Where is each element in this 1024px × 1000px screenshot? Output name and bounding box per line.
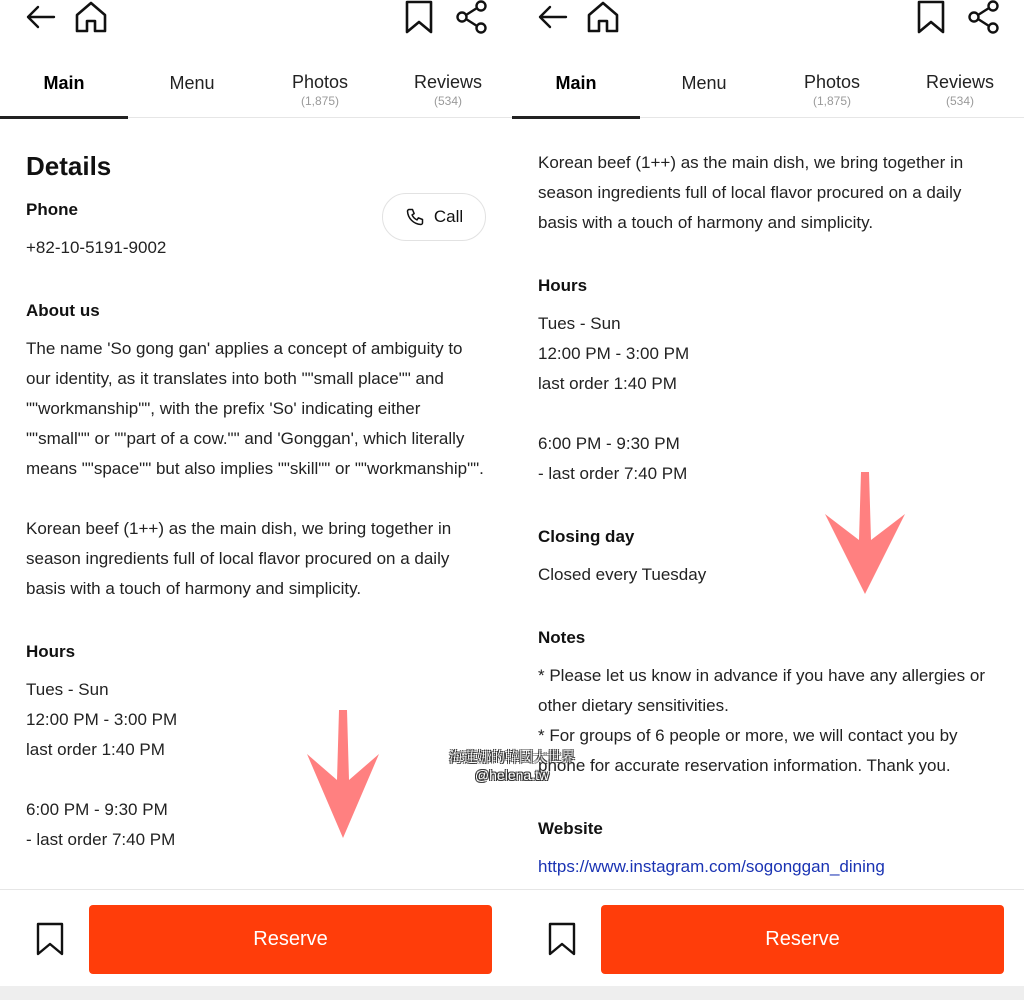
- hours-line: Tues - Sun: [26, 680, 109, 699]
- tab-photos[interactable]: [768, 58, 896, 118]
- bookmark-icon[interactable]: [36, 922, 64, 956]
- top-bar: [512, 0, 1024, 40]
- tab-reviews-label: Reviews: [925, 72, 995, 92]
- bookmark-icon[interactable]: [548, 922, 576, 956]
- tab-reviews-label: Reviews: [413, 72, 483, 92]
- back-arrow-icon[interactable]: [24, 3, 56, 31]
- details-content: [538, 148, 1000, 918]
- call-button[interactable]: [382, 193, 486, 241]
- hours-line: - last order 7:40 PM: [538, 464, 688, 483]
- tab-bar: [0, 58, 512, 118]
- closing-value: Closed every Tuesday: [538, 565, 707, 584]
- hours-line: Tues - Sun: [538, 314, 621, 333]
- tab-photos-count: (1,875): [812, 94, 852, 108]
- about-section: [26, 299, 488, 604]
- hours-line: 12:00 PM - 3:00 PM: [538, 344, 690, 363]
- tab-reviews-count: (534): [945, 94, 974, 108]
- home-icon[interactable]: [585, 0, 621, 34]
- tab-main[interactable]: [0, 58, 128, 118]
- about-text: The name 'So gong gan' applies a concept of ambiguity to our identity, as it translates into both ""small place"" and ""workmanship"", with the prefix 'So' indicating either ""small"" or ""part of a cow."" and 'Gonggan', which literally means ""space"" but also implies ""skill"" or ""workmanship"".: [26, 339, 484, 478]
- tab-photos[interactable]: [256, 58, 384, 118]
- website-label: Website: [538, 819, 603, 838]
- share-icon[interactable]: [454, 0, 490, 34]
- call-button-label: Call: [433, 207, 464, 226]
- hours-line: 12:00 PM - 3:00 PM: [26, 710, 178, 729]
- closing-label: Closing day: [538, 527, 635, 546]
- top-bar: [0, 0, 512, 40]
- bookmark-icon[interactable]: [404, 0, 434, 34]
- bottom-bar: [0, 889, 512, 986]
- hours-line: 6:00 PM - 9:30 PM: [26, 800, 168, 819]
- tab-main-label: Main: [555, 73, 597, 93]
- tab-photos-label: Photos: [291, 72, 349, 92]
- back-arrow-icon[interactable]: [536, 3, 568, 31]
- tab-menu-label: Menu: [169, 73, 215, 93]
- website-link[interactable]: https://www.instagram.com/sogonggan_dining: [538, 857, 885, 876]
- tab-menu[interactable]: [128, 58, 256, 118]
- phone-value: +82-10-5191-9002: [26, 238, 167, 257]
- tab-menu[interactable]: [640, 58, 768, 118]
- reserve-button[interactable]: Reserve: [89, 905, 492, 974]
- watermark: [432, 748, 592, 784]
- hours-line: last order 1:40 PM: [26, 740, 165, 759]
- tab-photos-count: (1,875): [300, 94, 340, 108]
- notes-text: * For groups of 6 people or more, we will contact you by phone for accurate reservation information. Thank you.: [538, 726, 958, 775]
- about-text-2: Korean beef (1++) as the main dish, we bring together in season ingredients full of local flavor procured on a daily basis with a touch of harmony and simplicity.: [26, 519, 452, 598]
- reserve-button[interactable]: Reserve: [601, 905, 1004, 974]
- closing-section: [538, 525, 1000, 590]
- phone-icon: [405, 207, 425, 227]
- about-section: [538, 148, 1000, 238]
- tab-reviews[interactable]: [896, 58, 1024, 118]
- details-content: [26, 150, 488, 891]
- tab-reviews[interactable]: [384, 58, 512, 118]
- bottom-bar: [512, 889, 1024, 986]
- tab-photos-label: Photos: [803, 72, 861, 92]
- hours-section: [538, 274, 1000, 489]
- about-text-2: Korean beef (1++) as the main dish, we bring together in season ingredients full of local flavor procured on a daily basis with a touch of harmony and simplicity.: [538, 153, 964, 232]
- footer-strip: [512, 986, 1024, 1000]
- tab-reviews-count: (534): [433, 94, 462, 108]
- tab-main-label: Main: [43, 73, 85, 93]
- bookmark-icon[interactable]: [916, 0, 946, 34]
- notes-text: * Please let us know in advance if you have any allergies or other dietary sensitivities.: [538, 666, 985, 715]
- website-section: [538, 817, 1000, 882]
- watermark-line-2: @helena.tw: [474, 767, 550, 783]
- share-icon[interactable]: [966, 0, 1002, 34]
- tab-main[interactable]: [512, 58, 640, 118]
- tab-bar: [512, 58, 1024, 118]
- watermark-line-1: 海蓮娜的韓國大世界: [449, 749, 575, 765]
- phone-section: [26, 198, 488, 263]
- phone-label: Phone: [26, 200, 78, 219]
- down-arrow-icon: [823, 470, 907, 596]
- home-icon[interactable]: [73, 0, 109, 34]
- hours-line: 6:00 PM - 9:30 PM: [538, 434, 680, 453]
- tab-menu-label: Menu: [681, 73, 727, 93]
- footer-strip: [0, 986, 512, 1000]
- about-label: About us: [26, 301, 100, 320]
- hours-label: Hours: [26, 642, 76, 661]
- down-arrow-icon: [305, 708, 381, 840]
- right-screen: [512, 0, 1024, 1000]
- notes-label: Notes: [538, 628, 586, 647]
- notes-section: [538, 626, 1000, 781]
- hours-section: [26, 640, 488, 855]
- hours-line: last order 1:40 PM: [538, 374, 677, 393]
- hours-line: - last order 7:40 PM: [26, 830, 176, 849]
- hours-label: Hours: [538, 276, 588, 295]
- details-title: Details: [26, 151, 112, 181]
